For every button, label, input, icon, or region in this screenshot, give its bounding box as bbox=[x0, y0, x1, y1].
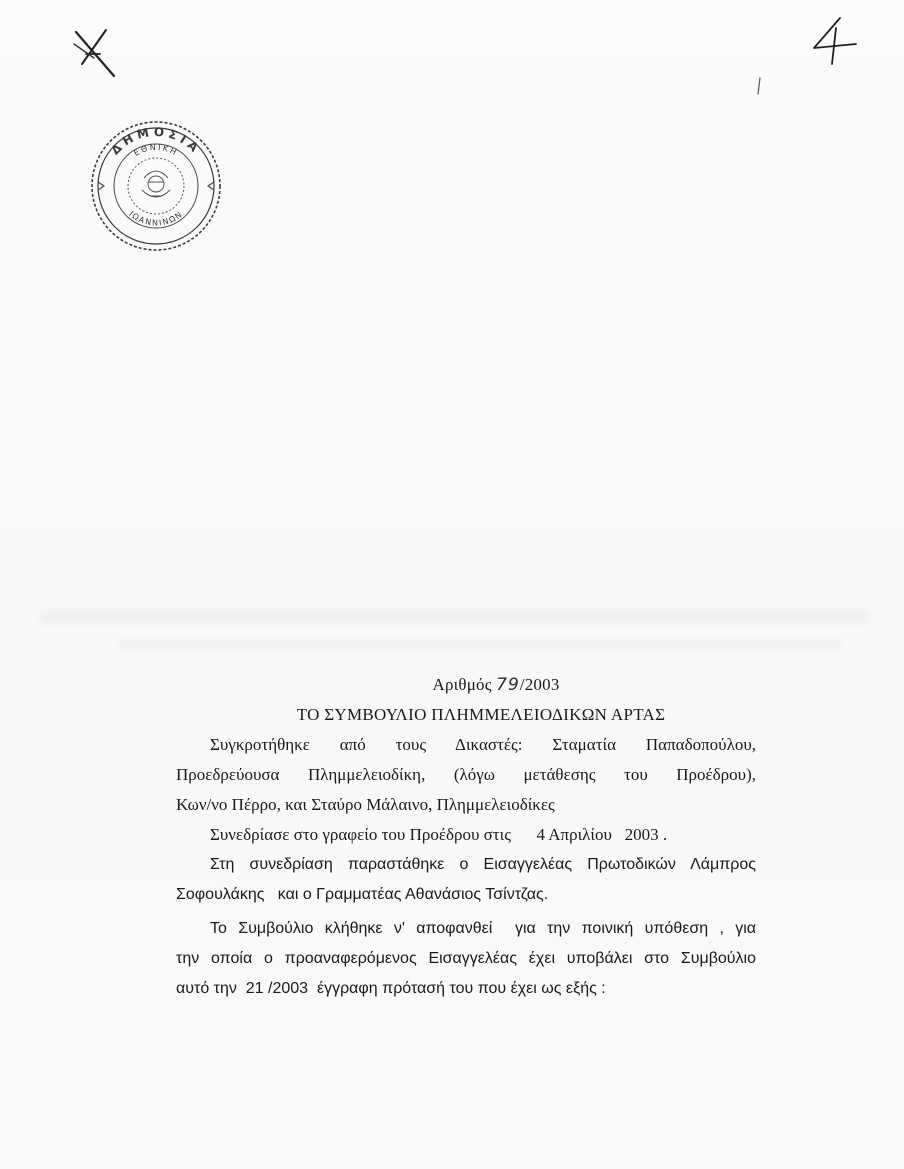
handwritten-four-mark-icon bbox=[806, 14, 862, 68]
library-seal-stamp-icon bbox=[88, 118, 224, 254]
document-heading: ΤΟ ΣΥΜΒΟΥΛΙΟ ΠΛΗΜΜΕΛΕΙΟΔΙΚΩΝ ΑΡΤΑΣ bbox=[296, 705, 666, 724]
document-number-line bbox=[236, 670, 756, 700]
presence-line: Σοφουλάκης και ο Γραμματέας Αθανάσιος Τσίντζας. bbox=[176, 886, 549, 903]
composition-line: Κων/νο Πέρρο, και Σταύρο Μάλαινο, Πλημμελειοδίκες bbox=[176, 795, 555, 814]
scan-artifact-band bbox=[40, 610, 870, 624]
document-body bbox=[176, 670, 756, 1004]
presence-paragraph bbox=[176, 850, 756, 910]
session-paragraph bbox=[196, 820, 756, 850]
number-label: Αριθμός bbox=[432, 675, 492, 694]
session-line: Συνεδρίασε στο γραφείο του Προέδρου στις 4 Απριλίου 2003 . bbox=[210, 825, 668, 844]
case-paragraph bbox=[176, 914, 756, 1004]
composition-line: Προεδρεύουσα Πλημμελειοδίκη, (λόγω μετάθεσης του Προέδρου), bbox=[176, 765, 756, 784]
case-line: την οποία ο προαναφερόμενος Εισαγγελέας έχει υποβάλει στο Συμβούλιο bbox=[176, 950, 756, 967]
svg-text:ΙΩΑΝΝΙΝΩΝ: ΙΩΑΝΝΙΝΩΝ bbox=[127, 209, 185, 228]
scan-artifact-band bbox=[120, 640, 840, 650]
composition-paragraph bbox=[176, 730, 756, 820]
presence-line: Στη συνεδρίαση παραστάθηκε ο Εισαγγελέας Πρωτοδικών Λάμπρος bbox=[210, 856, 756, 873]
number-suffix: /2003 bbox=[519, 675, 560, 694]
composition-line: Συγκροτήθηκε από τους Δικαστές: Σταματία Παπαδοπούλου, bbox=[210, 735, 756, 754]
handwritten-cross-mark-icon bbox=[66, 24, 130, 84]
case-line: Το Συμβούλιο κλήθηκε ν' αποφανθεί για την ποινική υπόθεση , για bbox=[210, 920, 756, 937]
handwritten-number: 79 bbox=[496, 675, 520, 695]
svg-text:ΕΘΝΙΚΗ: ΕΘΝΙΚΗ bbox=[132, 142, 180, 158]
svg-text:ΔΗΜΟΣΙΑ: ΔΗΜΟΣΙΑ bbox=[108, 124, 204, 158]
case-line: αυτό την 21 /2003 έγγραφη πρότασή του που έχει ως εξής : bbox=[176, 980, 606, 997]
pen-tick-icon bbox=[752, 76, 766, 96]
